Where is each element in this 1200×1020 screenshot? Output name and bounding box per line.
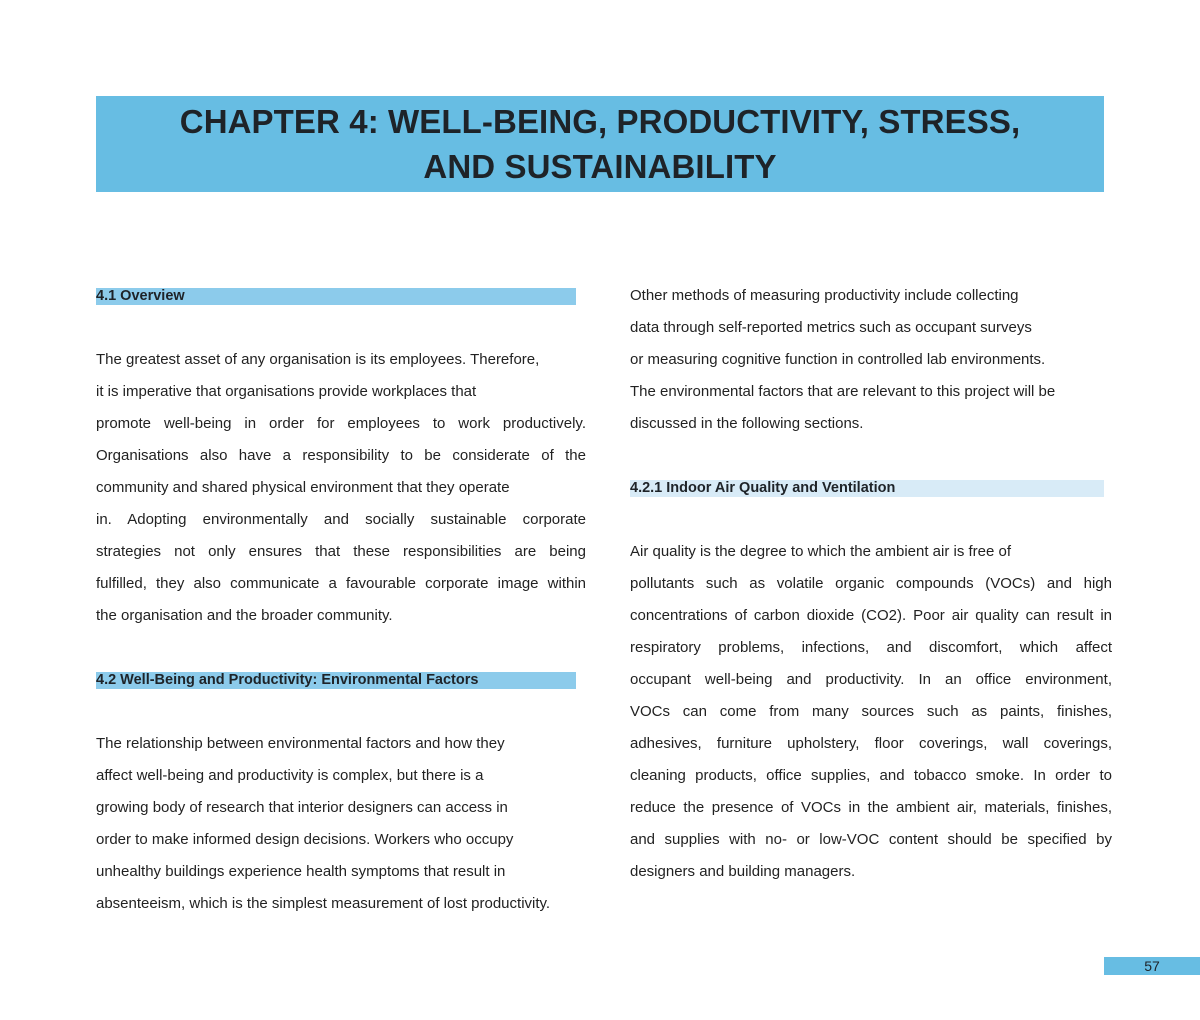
text-line: unhealthy buildings experience health symptoms that result in — [96, 863, 506, 880]
text-line: pollutants such as volatile organic compounds (VOCs) and high — [630, 575, 1112, 592]
paragraph-air-quality — [630, 536, 1112, 888]
text-line: VOCs can come from many sources such as paints, finishes, — [630, 703, 1112, 720]
text-line: cleaning products, office supplies, and tobacco smoke. In order to — [630, 767, 1112, 784]
text-line: fulfilled, they also communicate a favourable corporate image within — [96, 575, 586, 592]
text-line: data through self-reported metrics such as occupant surveys — [630, 319, 1032, 336]
spacer — [96, 312, 586, 344]
text-line: in. Adopting environmentally and socially sustainable corporate — [96, 511, 586, 528]
text-line: community and shared physical environment that they operate — [96, 479, 510, 496]
chapter-banner — [96, 96, 1104, 192]
paragraph-overview — [96, 344, 586, 632]
text-line: occupant well-being and productivity. In an office environment, — [630, 671, 1112, 688]
text-line: designers and building managers. — [630, 863, 856, 880]
text-line: The relationship between environmental factors and how they — [96, 735, 505, 752]
text-line: strategies not only ensures that these responsibilities are being — [96, 543, 586, 560]
text-line: Air quality is the degree to which the ambient air is free of — [630, 543, 1012, 560]
text-line: or measuring cognitive function in controlled lab environments. — [630, 351, 1046, 368]
spacer — [96, 632, 586, 664]
text-line: the organisation and the broader community. — [96, 607, 393, 624]
text-line: The greatest asset of any organisation is its employees. Therefore, — [96, 351, 540, 368]
text-line: respiratory problems, infections, and discomfort, which affect — [630, 639, 1112, 656]
spacer — [630, 440, 1112, 472]
text-line: discussed in the following sections. — [630, 415, 864, 432]
chapter-title-line-1: CHAPTER 4: WELL-BEING, PRODUCTIVITY, STRESS, — [179, 103, 1021, 140]
text-line: The environmental factors that are relevant to this project will be — [630, 383, 1056, 400]
section-heading-4-2: 4.2 Well-Being and Productivity: Environmental Factors — [96, 664, 586, 696]
text-line: concentrations of carbon dioxide (CO2). Poor air quality can result in — [630, 607, 1112, 624]
right-column — [630, 280, 1112, 888]
page-number: 57 — [1104, 957, 1200, 975]
left-column — [96, 280, 586, 920]
text-line: adhesives, furniture upholstery, floor coverings, wall coverings, — [630, 735, 1112, 752]
text-line: Organisations also have a responsibility to be considerate of the — [96, 447, 586, 464]
spacer — [630, 504, 1112, 536]
chapter-title — [180, 99, 1020, 189]
text-line: reduce the presence of VOCs in the ambient air, materials, finishes, — [630, 799, 1112, 816]
chapter-title-line-2: AND SUSTAINABILITY — [423, 148, 777, 185]
text-line: Other methods of measuring productivity include collecting — [630, 287, 1019, 304]
text-line: it is imperative that organisations provide workplaces that — [96, 383, 477, 400]
text-line: and supplies with no- or low-VOC content should be specified by — [630, 831, 1112, 848]
text-line: absenteeism, which is the simplest measurement of lost productivity. — [96, 895, 551, 912]
text-line: affect well-being and productivity is complex, but there is a — [96, 767, 484, 784]
paragraph-measuring-productivity — [630, 280, 1112, 440]
text-line: growing body of research that interior designers can access in — [96, 799, 508, 816]
paragraph-environmental-factors — [96, 728, 586, 920]
section-heading-4-1: 4.1 Overview — [96, 280, 586, 312]
section-heading-4-2-1: 4.2.1 Indoor Air Quality and Ventilation — [630, 472, 1112, 504]
text-line: order to make informed design decisions. Workers who occupy — [96, 831, 514, 848]
spacer — [96, 696, 586, 728]
text-line: promote well-being in order for employees to work productively. — [96, 415, 586, 432]
